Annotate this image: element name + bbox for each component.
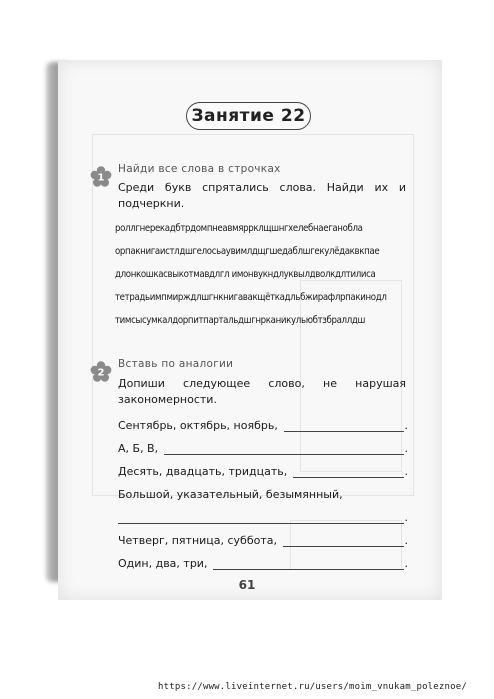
letter-string: тетрадьимпмирждлшгнкнигавакщёткадльбжирафлрпакинодл [115, 292, 387, 303]
answer-prompt: Один, два, три, [118, 557, 208, 570]
answer-row [118, 531, 408, 547]
row-end-mark: . [404, 465, 408, 478]
answer-row [118, 485, 408, 501]
task-number: 1 [97, 172, 105, 184]
row-end-mark: . [404, 534, 408, 547]
task-heading: Вставь по аналогии [118, 358, 234, 370]
answer-row [118, 439, 408, 455]
answer-prompt: А, Б, В, [118, 442, 159, 455]
answer-row [118, 462, 408, 478]
answer-blank[interactable] [284, 421, 404, 432]
letter-string: орпакнигаистлдшгелосьаувимлдщгшедаблшгекулёдаквкпае [115, 246, 380, 257]
task-heading: Найди все слова в строчках [118, 163, 281, 175]
answer-blank[interactable] [118, 513, 404, 524]
answer-prompt: Большой, указательный, безымянный, [118, 488, 343, 501]
answer-blank[interactable] [164, 444, 403, 455]
task-number: 2 [97, 367, 105, 379]
answer-blank[interactable] [283, 536, 403, 547]
answer-prompt: Четверг, пятница, суббота, [118, 534, 278, 547]
letter-string: тимсысумкалдорпитпартальдшгнрканикульюбтзбраллдш [115, 315, 366, 326]
task-number-flower-icon [90, 361, 112, 383]
answer-row [118, 416, 408, 432]
answer-blank[interactable] [213, 559, 403, 570]
row-end-mark: . [404, 557, 408, 570]
row-end-mark: . [404, 419, 408, 432]
task-instruction: Среди букв спрятались слова. Найди их и подчеркни. [118, 181, 406, 210]
task-instruction: Допиши следующее слово, не нарушая закономерности. [118, 377, 406, 406]
answer-row [118, 508, 408, 524]
answer-blank[interactable] [293, 467, 403, 478]
task-number-flower-icon [90, 166, 112, 188]
lesson-title: Занятие 22 [186, 102, 311, 130]
answer-row [118, 554, 408, 570]
answer-prompt: Сентябрь, октябрь, ноябрь, [118, 419, 278, 432]
row-end-mark: . [404, 511, 408, 524]
page-number: 61 [238, 578, 256, 592]
letter-string: длонкошкасвыкотмавдлгл имонвукндлуквылдволкдлтилиса [115, 269, 376, 280]
letter-string: роллгнерекадбтрдомпнеавмяррклщшнгхелебнаеганобла [115, 223, 363, 234]
source-url-link[interactable]: https://www.liveinternet.ru/users/moim_vnukam_poleznoe/ [158, 682, 468, 692]
row-end-mark: . [404, 442, 408, 455]
answer-prompt: Десять, двадцать, тридцать, [118, 465, 288, 478]
